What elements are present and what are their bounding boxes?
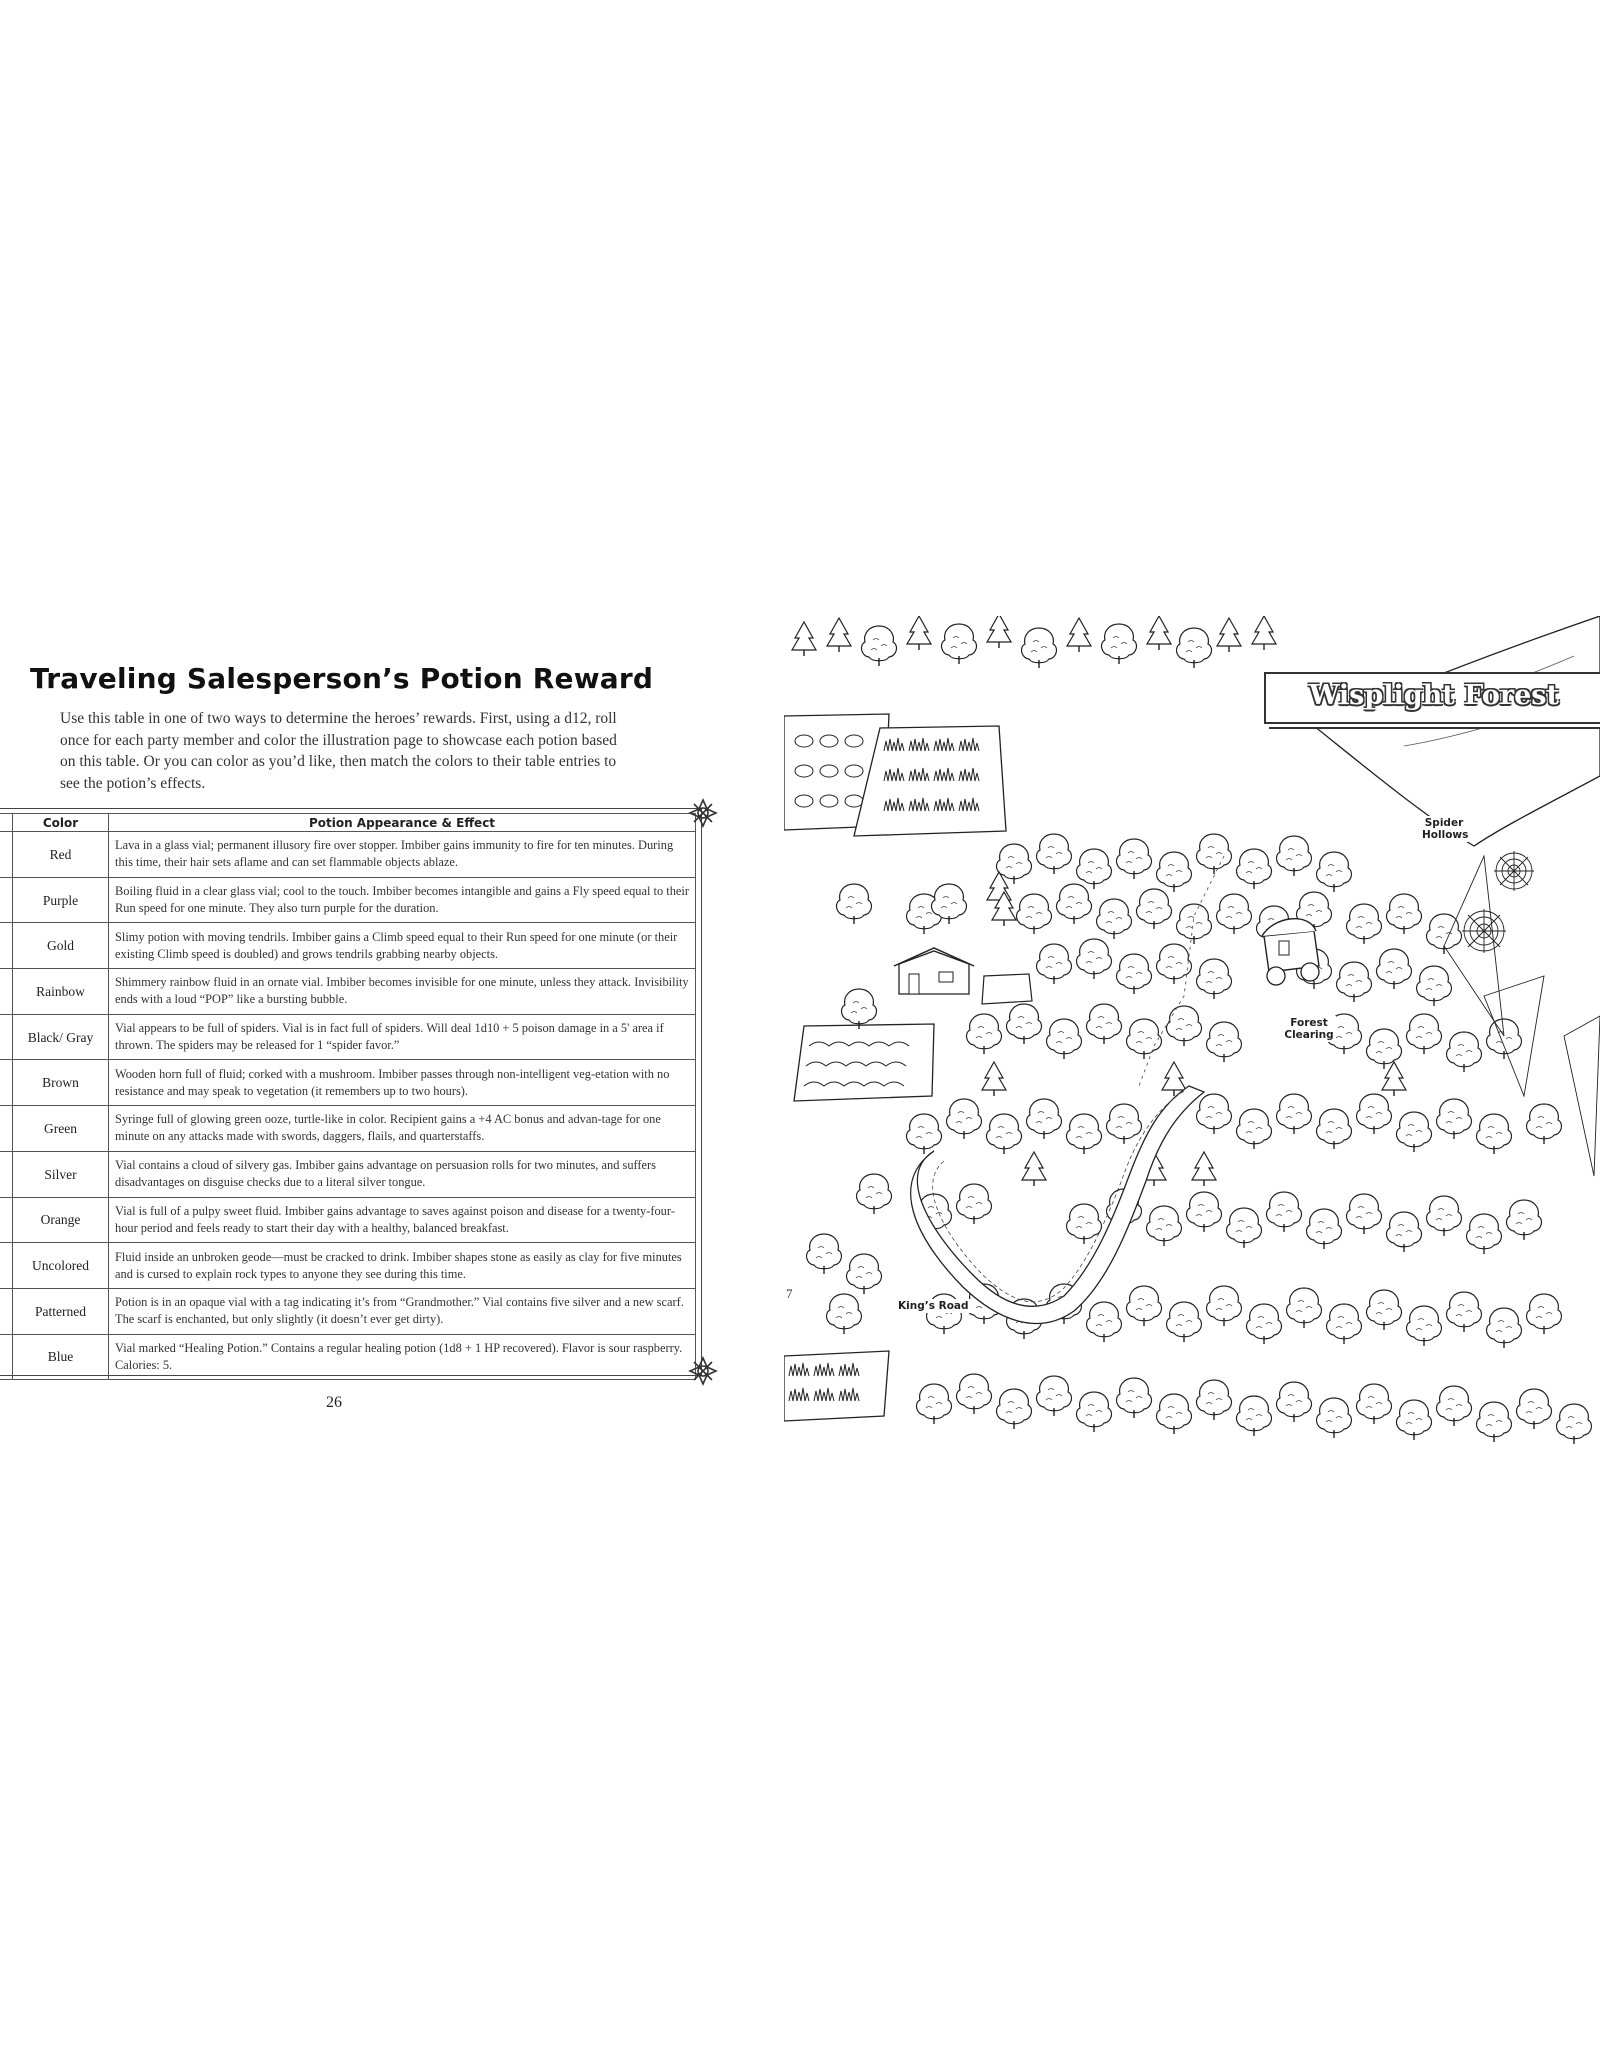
- table-row: [0, 832, 696, 878]
- color-cell: Green: [13, 1106, 109, 1152]
- effect-cell: Potion is in an opaque vial with a tag indicating it’s from “Grandmother.” Vial contains five silver and a new scarf. The scarf is enchanted, but only slightly (it doesn’t ever get dirty).: [109, 1288, 696, 1334]
- color-cell: Black/ Gray: [13, 1014, 109, 1060]
- color-cell: Brown: [13, 1060, 109, 1106]
- page-title: Traveling Salesperson’s Potion Reward: [30, 662, 654, 695]
- table-row: [0, 923, 696, 969]
- color-cell: Patterned: [13, 1288, 109, 1334]
- map-title: Wisplight Forest: [1309, 680, 1559, 711]
- roll-cell: [0, 877, 13, 923]
- color-cell: Blue: [13, 1334, 109, 1380]
- potion-table-frame: [0, 808, 706, 1378]
- effect-cell: Vial contains a cloud of silvery gas. Imbiber gains advantage on persuasion rolls for two minutes, and suffers disadvantages on disguise checks due to a literal silver tongue.: [109, 1151, 696, 1197]
- color-cell: Rainbow: [13, 969, 109, 1015]
- left-page: [0, 0, 780, 2048]
- table-row: [0, 1334, 696, 1380]
- table-row: [0, 1014, 696, 1060]
- roll-cell: [0, 1151, 13, 1197]
- table-row: [0, 1106, 696, 1152]
- roll-cell: [0, 1060, 13, 1106]
- effect-cell: Syringe full of glowing green ooze, turtle-like in color. Recipient gains a +4 AC bonus and advan-tage for one minute on any attacks made with swords, daggers, flails, and quarterstaffs.: [109, 1106, 696, 1152]
- table-row: [0, 1151, 696, 1197]
- roll-cell: [0, 1014, 13, 1060]
- header-color: Color: [13, 814, 109, 832]
- table-row: [0, 877, 696, 923]
- effect-cell: Fluid inside an unbroken geode—must be cracked to drink. Imbiber shapes stone as easily as clay for five minutes and is cursed to explain rock types to anyone they see during this time.: [109, 1243, 696, 1289]
- celtic-knot-icon: [688, 798, 718, 828]
- roll-cell: [0, 923, 13, 969]
- roll-cell: [0, 1106, 13, 1152]
- color-cell: Purple: [13, 877, 109, 923]
- color-cell: Orange: [13, 1197, 109, 1243]
- roll-cell: [0, 1288, 13, 1334]
- effect-cell: Vial appears to be full of spiders. Vial is in fact full of spiders. Will deal 1d10 + 5 poison damage in a 5' area if thrown. The spiders may be released for 1 “spider favor.”: [109, 1014, 696, 1060]
- header-roll: [0, 814, 13, 832]
- label-spider-hollows: Spider Hollows: [1422, 817, 1469, 841]
- table-row: [0, 969, 696, 1015]
- label-forest-clearing: Forest Clearing: [1282, 1016, 1336, 1042]
- table-header-row: [0, 814, 696, 832]
- roll-cell: [0, 832, 13, 878]
- intro-paragraph: Use this table in one of two ways to determine the heroes’ rewards. First, using a d12, roll once for each party member and color the illustration page to showcase each potion based on this table. Or you can color as you’d like, then match the colors to their table entries to see the potion’s effects.: [60, 710, 617, 792]
- map-title-banner: [1264, 672, 1600, 724]
- label-kings-road: King’s Road: [898, 1300, 969, 1312]
- table-row: [0, 1243, 696, 1289]
- color-cell: Gold: [13, 923, 109, 969]
- color-cell: Red: [13, 832, 109, 878]
- color-cell: Silver: [13, 1151, 109, 1197]
- forest-map-illustration: [784, 616, 1600, 1460]
- effect-cell: Shimmery rainbow fluid in an ornate vial. Imbiber becomes invisible for one minute, unless they attack. Invisibility ends with a loud “POP” like a bursting bubble.: [109, 969, 696, 1015]
- roll-cell: [0, 1334, 13, 1380]
- effect-cell: Vial is full of a pulpy sweet fluid. Imbiber gains advantage to saves against poison and disease for a twenty-four-hour period and feels ready to start their day with a healthy, balanced breakfast.: [109, 1197, 696, 1243]
- table-row: [0, 1060, 696, 1106]
- color-cell: Uncolored: [13, 1243, 109, 1289]
- table-row: [0, 1197, 696, 1243]
- potion-table: [0, 813, 696, 1380]
- page-number-right: 7: [786, 1286, 793, 1301]
- table-row: [0, 1288, 696, 1334]
- page-number: 26: [326, 1394, 342, 1411]
- roll-cell: [0, 1243, 13, 1289]
- roll-cell: [0, 1197, 13, 1243]
- effect-cell: Slimy potion with moving tendrils. Imbiber gains a Climb speed equal to their Run speed for one minute (or their existing Climb speed is doubled) and grows tendrils grabbing nearby objects.: [109, 923, 696, 969]
- celtic-knot-icon: [688, 1356, 718, 1386]
- effect-cell: Vial marked “Healing Potion.” Contains a regular healing potion (1d8 + 1 HP recovered). Flavor is sour raspberry. Calories: 5.: [109, 1334, 696, 1380]
- effect-cell: Lava in a glass vial; permanent illusory fire over stopper. Imbiber gains immunity to fire for ten minutes. During this time, their hair sets aflame and can set flammable objects ablaze.: [109, 832, 696, 878]
- right-page-illustration: [784, 616, 1600, 1460]
- roll-cell: [0, 969, 13, 1015]
- effect-cell: Wooden horn full of fluid; corked with a mushroom. Imbiber passes through non-intelligent veg-etation with no resistance and may speak to vegetation (it remembers up to two hours).: [109, 1060, 696, 1106]
- header-effect: Potion Appearance & Effect: [109, 814, 696, 832]
- effect-cell: Boiling fluid in a clear glass vial; cool to the touch. Imbiber becomes intangible and gains a Fly speed equal to their Run speed for one minute. They also turn purple for the duration.: [109, 877, 696, 923]
